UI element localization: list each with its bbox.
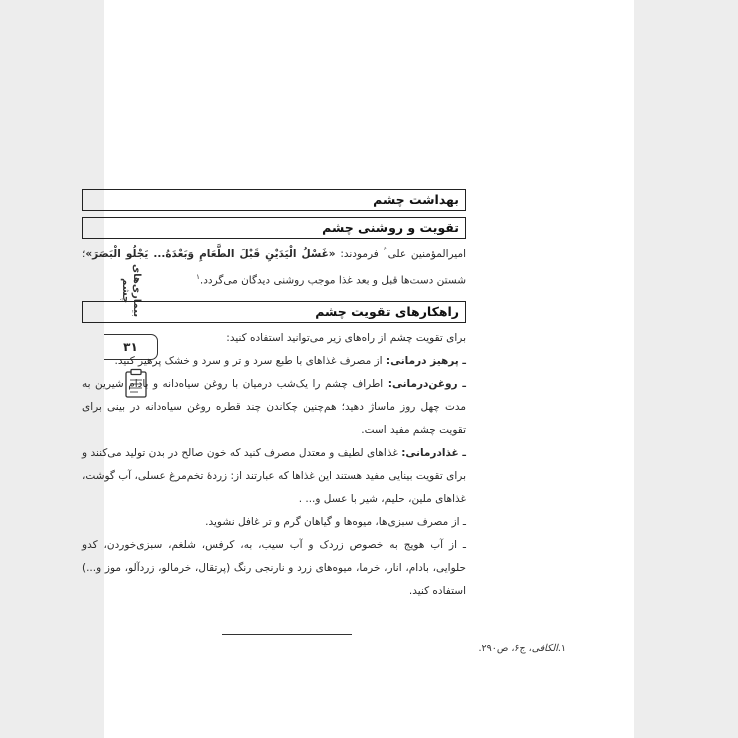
heading-eye-solutions: راهکارهای تقویت چشم	[82, 301, 466, 323]
footnote-number: ۱.	[557, 643, 566, 654]
page-number: ۳۱	[123, 340, 138, 354]
footnote-ref-text: ، ج۶، ص۲۹۰.	[478, 643, 532, 654]
list-item-diet	[82, 350, 466, 373]
hadith-lead: امیرالمؤمنین علی ؑ فرمودند:	[335, 248, 466, 260]
list-item-food	[82, 442, 466, 511]
oil-text: اطراف چشم را یک‌شب درمیان با روغن سیاه‌دانه و بادام شیرین به مدت چهل روز ماساژ دهید؛ هم‌چنین چکاندن چند قطره روغن سیاه‌دانه در بینی برای تقویت چشم مفید است.	[82, 377, 466, 436]
footnote-ref: ۱	[196, 273, 200, 281]
paragraph-hadith	[82, 243, 466, 293]
footnote	[186, 643, 566, 654]
heading-eye-strengthening: تقویت و روشنی چشم	[82, 217, 466, 239]
list-item-juices: ـ از آب هویج به خصوص زردک و آب سیب، به، کرفس، شلغم، سبزی‌خوردن، کدو حلوایی، بادام، انار، خرما، میوه‌های زرد و نارنجی رنگ (پرتقال، خرمالو، زردآلو، موز و...) استفاده کنید.	[82, 538, 466, 597]
list-item-vegetables: ـ از مصرف سبزی‌ها، میوه‌ها و گیاهان گرم و تر غافل نشوید.	[205, 515, 466, 528]
diet-lead: ـ پرهیز درمانی:	[385, 354, 466, 367]
solutions-intro: برای تقویت چشم از راه‌های زیر می‌توانید استفاده کنید:	[226, 331, 466, 344]
chapter-title: بیماری‌های چشم	[120, 264, 142, 318]
heading-eye-hygiene: بهداشت چشم	[82, 189, 466, 211]
diet-text: از مصرف غذاهای با طبع سرد و تر و سرد و خشک پرهیز کنید.	[114, 354, 386, 367]
food-text: غذاهای لطیف و معتدل مصرف کنید که خون صالح در بدن تولید می‌کنند و برای تقویت بینایی مفید هستند این غذاها که عبارتند از: زردهٔ تخم‌مرغ عسلی، آب گوشت، غذاهای ملین، حلیم، شیر با عسل و... .	[82, 446, 466, 505]
list-item-oil	[82, 373, 466, 442]
food-lead: ـ غذادرمانی:	[401, 446, 466, 459]
hadith-arabic: «غَسْلُ الْيَدَيْنِ قَبْلَ الطَّعَامِ وَبَعْدَهُ... يَجْلُو الْبَصَرَ»	[85, 248, 336, 260]
footnote-book: الکافی	[531, 643, 558, 654]
footnote-divider	[222, 634, 352, 635]
oil-lead: ـ روغن‌درمانی:	[387, 377, 466, 390]
hadith-translation: ؛ شستن دست‌ها قبل و بعد غذا موجب روشنی دیدگان می‌گردد.	[82, 248, 466, 287]
main-content	[82, 189, 466, 603]
